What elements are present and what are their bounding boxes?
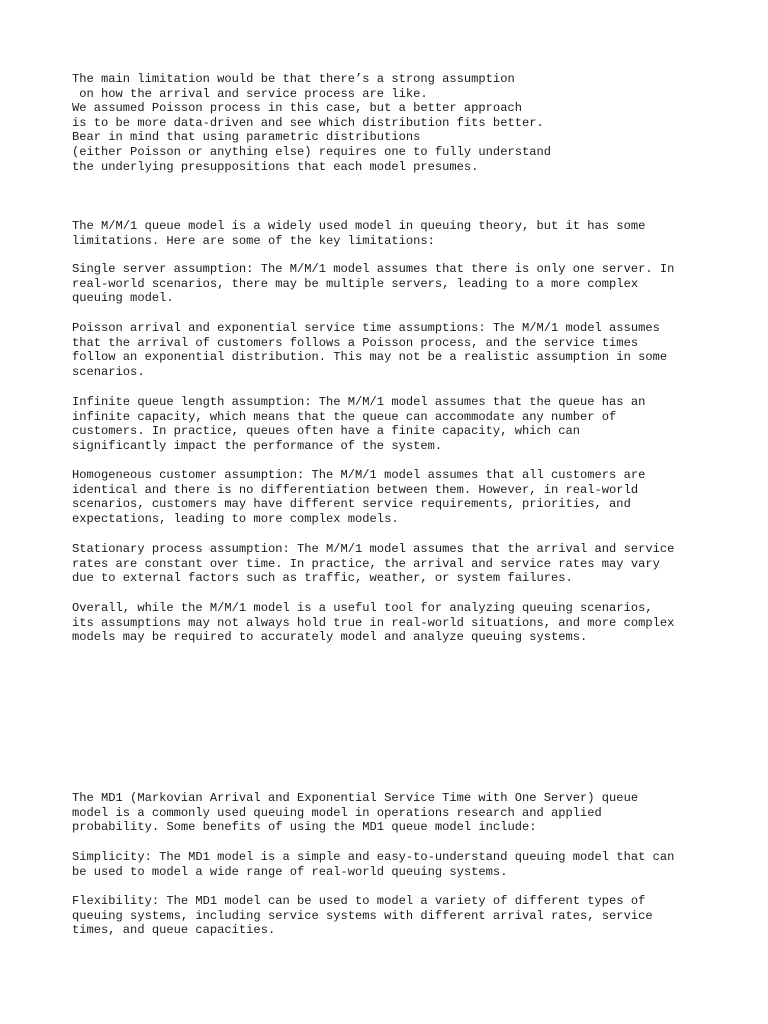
mm1-limitation-poisson-exponential: Poisson arrival and exponential service time assumptions: The M/M/1 model assumes that the arrival of customers follows a Poisson process, and the service times follow an exponential distribution. This may not be a realistic assumption in some scenarios. [72, 321, 668, 379]
mm1-limitation-stationary-process: Stationary process assumption: The M/M/1 model assumes that the arrival and service rates are constant over time. In practice, the arrival and service rates may vary due to external factors such as traffic, weather, or system failures. [72, 542, 675, 586]
mm1-intro-paragraph: The M/M/1 queue model is a widely used model in queuing theory, but it has some limitations. Here are some of the key limitations: [72, 219, 646, 248]
mm1-limitation-homogeneous-customer: Homogeneous customer assumption: The M/M/1 model assumes that all customers are identical and there is no differentiation between them. However, in real-world scenarios, customers may have different service requirements, priorities, and expectations, leading to more complex models. [72, 468, 646, 526]
md1-benefit-simplicity: Simplicity: The MD1 model is a simple and easy-to-understand queuing model that can be used to model a wide range of real-world queuing systems. [72, 850, 675, 879]
mm1-conclusion-paragraph: Overall, while the M/M/1 model is a useful tool for analyzing queuing scenarios, its assumptions may not always hold true in real-world situations, and more complex models may be required to accurately model and analyze queuing systems. [72, 601, 675, 645]
mm1-limitation-infinite-queue: Infinite queue length assumption: The M/M/1 model assumes that the queue has an infinite capacity, which means that the queue can accommodate any number of customers. In practice, queues often have a finite capacity, which can significantly impact the performance of the system. [72, 395, 646, 453]
mm1-limitation-single-server: Single server assumption: The M/M/1 model assumes that there is only one server. In real-world scenarios, there may be multiple servers, leading to a more complex queuing model. [72, 262, 675, 306]
intro-paragraph: The main limitation would be that there’s a strong assumption on how the arrival and service process are like. We assumed Poisson process in this case, but a better approach is to be more data-driven and see which distribution fits better. Bear in mind that using parametric distributions (either Poisson or anything else) requires one to fully understand the underlying presuppositions that each model presumes. [72, 72, 551, 174]
md1-intro-paragraph: The MD1 (Markovian Arrival and Exponential Service Time with One Server) queue model is a commonly used queuing model in operations research and applied probability. Some benefits of using the MD1 queue model include: [72, 791, 639, 835]
md1-benefit-flexibility: Flexibility: The MD1 model can be used to model a variety of different types of queuing systems, including service systems with different arrival rates, service times, and queue capacities. [72, 894, 653, 938]
